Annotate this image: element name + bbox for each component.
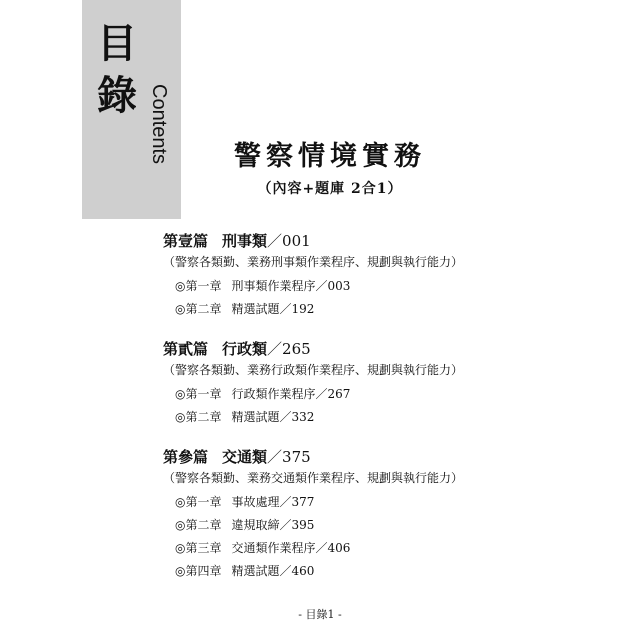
chapter-page: ／192 (279, 302, 315, 316)
part-description: （警察各類勤、業務交通類作業程序、規劃與執行能力） (163, 471, 464, 485)
chapter-entry[interactable] (175, 491, 603, 514)
part-name: 交通類 (222, 448, 268, 466)
toc-heading-char-2: 錄 (97, 73, 137, 119)
part-description: （警察各類勤、業務行政類作業程序、規劃與執行能力） (163, 363, 464, 377)
chapter-name: 違規取締 (231, 518, 280, 532)
part-description: （警察各類勤、業務刑事類作業程序、規劃與執行能力） (163, 255, 464, 269)
contents-label: Contents (148, 84, 170, 165)
chapter-entry[interactable] (175, 406, 603, 429)
chapter-entry[interactable] (175, 514, 603, 537)
chapter-page: ／460 (279, 564, 315, 578)
chapter-page: ／395 (279, 518, 315, 532)
toc-part-3 (163, 446, 603, 583)
chapter-label: ◎第一章 (175, 279, 222, 293)
chapter-page: ／332 (279, 410, 315, 424)
chapter-name: 刑事類作業程序 (231, 279, 316, 293)
part-title[interactable] (163, 446, 603, 468)
chapter-entry[interactable] (175, 560, 603, 583)
part-name: 行政類 (222, 340, 268, 358)
book-subtitle: （內容+題庫 2合1） (257, 181, 403, 197)
book-title: 警察情境實務 (234, 141, 426, 172)
chapter-page: ／377 (279, 495, 315, 509)
chapter-page: ／406 (315, 541, 351, 555)
toc-part-1 (163, 230, 603, 321)
part-page: ／375 (267, 448, 311, 466)
part-title[interactable] (163, 338, 603, 360)
page-footer: - 目錄1 - (298, 608, 342, 621)
chapter-entry[interactable] (175, 537, 603, 560)
chapter-label: ◎第四章 (175, 564, 222, 578)
chapter-label: ◎第三章 (175, 541, 222, 555)
chapter-name: 交通類作業程序 (231, 541, 316, 555)
part-label: 第貳篇 (163, 340, 209, 358)
part-label: 第壹篇 (163, 232, 209, 250)
chapter-name: 行政類作業程序 (231, 387, 316, 401)
chapter-label: ◎第一章 (175, 387, 222, 401)
toc-part-2 (163, 338, 603, 429)
chapter-name: 精選試題 (231, 302, 280, 316)
chapter-page: ／267 (315, 387, 351, 401)
part-page: ／001 (267, 232, 311, 250)
part-title[interactable] (163, 230, 603, 252)
part-label: 第參篇 (163, 448, 209, 466)
part-name: 刑事類 (222, 232, 268, 250)
chapter-label: ◎第二章 (175, 410, 222, 424)
table-of-contents (163, 230, 603, 600)
chapter-name: 事故處理 (231, 495, 280, 509)
toc-heading-char-1: 目 (97, 21, 137, 67)
chapter-page: ／003 (315, 279, 351, 293)
chapter-entry[interactable] (175, 275, 603, 298)
chapter-name: 精選試題 (231, 410, 280, 424)
part-page: ／265 (267, 340, 311, 358)
chapter-name: 精選試題 (231, 564, 280, 578)
chapter-label: ◎第一章 (175, 495, 222, 509)
chapter-entry[interactable] (175, 383, 603, 406)
chapter-entry[interactable] (175, 298, 603, 321)
chapter-label: ◎第二章 (175, 302, 222, 316)
chapter-label: ◎第二章 (175, 518, 222, 532)
